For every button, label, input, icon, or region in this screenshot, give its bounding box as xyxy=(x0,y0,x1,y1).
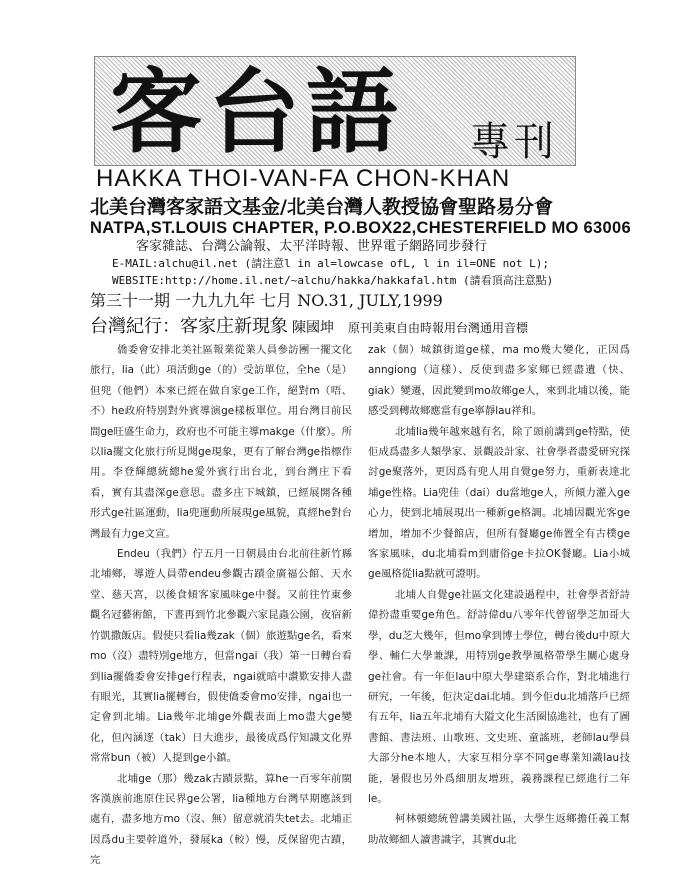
article-source: 原刊美東自由時報用台灣通用音標 xyxy=(348,321,529,335)
article-author: 陳國坤 xyxy=(292,320,334,336)
article-column-right xyxy=(368,340,630,850)
masthead-title: 客台語 xyxy=(110,58,405,166)
paragraph: zak（個）城鎮街道ge樣，ma mo幾大變化，正因爲anngiong（這樣）、反使到盡多家鄉已經盡遺（快、giak）變遷，因此變到mo故鄉ge人，來到北埔以後，能感受到轉故鄉應當有ge寧靜lau祥和。 xyxy=(368,344,630,418)
article-heading xyxy=(90,315,528,340)
paragraph: 北埔lia幾年越來越有名，除了頭前講到ge特點，使佢成爲盡多人類學家、景觀設計家、社會學者盡愛研究探討ge聚落外，更因爲有兜人用自覺ge努力，重新表達北埔ge性格。Lia兜佳（dai）du當地ge人，所傾力灌入ge心力，使到北埔展現出一種新ge格調。北埔因觀光客ge增加，增加不少餐館店，但所有餐廳ge佈置全有古樸ge客家風味，du北埔看m到庸俗ge卡拉OK餐廳。Lia小城ge風格從lia點就可證明。 xyxy=(368,425,630,581)
article-headline: 台灣紀行：客家庄新現象 xyxy=(90,316,288,337)
organization-line: 北美台灣客家語文基金/北美台灣人教授協會聖路易分會 xyxy=(90,196,553,218)
paragraph: 北埔ge（那）幾zak古蹟景點，算he一百零年前閩客漢族前進原住民界ge公署，lia種地方台灣早期應該到處有，盡多地方mo（沒、無）留意就消失tet去。北埔正因爲du主要幹道外，發展ka（較）慢，反保留兜古蹟，完 xyxy=(90,772,352,867)
paragraph: 北埔人自覺ge社區文化建設過程中，社會學者舒詩偉扮盡重要ge角色。舒詩偉du八零年代曾留學芝加哥大學，du芝大幾年，但mo拿到博士學位，轉台後du中原大學、輔仁大學兼課，用特別ge教學風格帶學生關心處身ge社會。有一年佢lau中原大學建築系合作，對北埔進行研究，一年後，佢決定dai北埔。到今佢du北埔落戶已經有五年，lia五年北埔有大隘文化生活圈協進社，也有了圖書館、書法班、山歌班、文史班、童謠班，老師lau學員大部分he本地人，大家互相分享不同ge專業知識lau技能，暑假也另外爲細朋友增班，義務課程已經進行二年le。 xyxy=(368,588,630,805)
issue-line: 第三十一期 一九九九年 七月 NO.31, JULY,1999 xyxy=(90,291,443,310)
masthead-romanization: HAKKA THOI-VAN-FA CHON-KHAN xyxy=(96,165,511,192)
paragraph: 僑委會安排北美社區報業從業人員參訪團一擺文化旅行，lia（此）項活動ge（的）受訪單位，全he（是）但兜（他們）本來已經在做自家ge工作，絕對m（唔、不）he政府特別對外賓導演ge樣板單位。用台灣目前民間ge旺盛生命力，政府也不可能主導makge（什麼）。所以lia擺文化旅行所見聞ge現象，更有了解台灣ge指標作用。李登輝總統總he愛外賓行出台北，到台灣庄下看看，實有其盡深ge意思。盡多庄下城鎮，已經展開各種形式ge社區運動，lia兜運動所展現ge風貌，真經he對台灣最有力ge文宣。 xyxy=(90,344,352,540)
masthead-subtitle: 專刊 xyxy=(470,119,558,165)
paragraph: Endeu（我們）佇五月一日朝晨由台北前往新竹縣北埔鄉，導遊人員帶endeu參觀古蹟金廣福公館、天水堂、慈天宮，以後食傾客家風味ge中餐。又前往竹東參觀名冠藝術館，下晝再到竹北參觀六家昆蟲公園，夜宿新竹凱撒飯店。假使只看lia幾zak（個）旅遊點ge名，看來mo（沒）盡特別ge地方，但當ngai（我）第一日轉台看到lia擺僑委會安排ge行程表，ngai就暗中讚歎安排人盡有眼光，其實lia擺轉台，假使僑委會mo安排，ngai也一定會到北埔。Lia幾年北埔ge外觀表面上mo盡大ge變化，但內涵逐（tak）日大進步，最後成爲佇知識文化界常常bun（被）人提到ge小鎮。 xyxy=(90,548,352,765)
address-line: NATPA,ST.LOUIS CHAPTER, P.O.BOX22,CHESTERFIELD MO 63006 xyxy=(90,219,631,237)
paragraph: 柯林頓總統曾講美國社區，大學生返鄉擔任義工幫助故鄉細人讀書識字，其實du北 xyxy=(368,813,630,846)
publications-line: 客家雜誌、台灣公論報、太平洋時報、世界電子網路同步發行 xyxy=(136,239,488,254)
email-line: E-MAIL:alchu@il.net (請注意l in al=lowcase ofL, l in il=ONE not L); xyxy=(112,257,549,270)
article-column-left xyxy=(90,340,352,871)
website-line: WEBSITE:http://home.il.net/~alchu/hakka/hakkafal.htm (請看頂高注意點) xyxy=(112,274,554,287)
